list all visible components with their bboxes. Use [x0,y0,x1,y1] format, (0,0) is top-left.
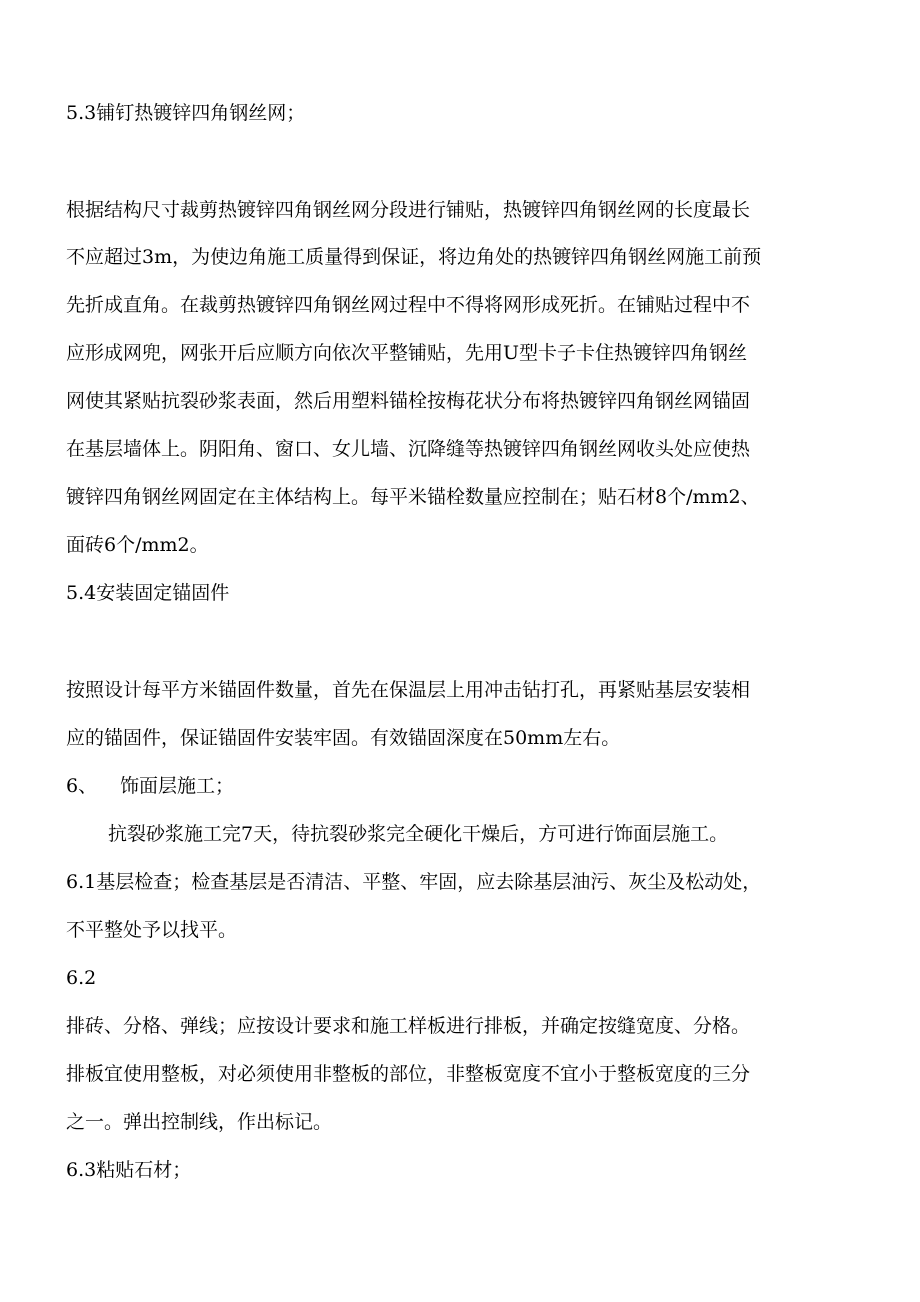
paragraph-line: 面砖6个/mm2。 [66,534,209,556]
paragraph-line: 在基层墙体上。阴阳角、窗口、女儿墙、沉降缝等热镀锌四角钢丝网收头处应使热 [66,438,751,460]
paragraph-line: 之一。弹出控制线，作出标记。 [66,1111,333,1133]
section-heading-5-4: 5.4安装固定锚固件 [66,582,230,604]
section-intro: 抗裂砂浆施工完7天，待抗裂砂浆完全硬化干燥后，方可进行饰面层施工。 [108,823,729,845]
paragraph-line: 不应超过3m，为使边角施工质量得到保证，将边角处的热镀锌四角钢丝网施工前预 [66,246,762,268]
paragraph-line: 应的锚固件，保证锚固件安装牢固。有效锚固深度在50mm左右。 [66,727,621,749]
section-title: 饰面层施工； [120,775,235,797]
section-heading-5-3: 5.3铺钉热镀锌四角钢丝网； [66,102,306,124]
paragraph-line: 排板宜使用整板，对必须使用非整板的部位，非整板宽度不宜小于整板宽度的三分 [66,1063,751,1085]
section-heading-6-3: 6.3粘贴石材； [66,1159,192,1181]
paragraph-line: 按照设计每平方米锚固件数量，首先在保温层上用冲击钻打孔，再紧贴基层安装相 [66,679,751,701]
paragraph-line: 先折成直角。在裁剪热镀锌四角钢丝网过程中不得将网形成死折。在铺贴过程中不 [66,294,751,316]
paragraph-line: 根据结构尺寸裁剪热镀锌四角钢丝网分段进行铺贴，热镀锌四角钢丝网的长度最长 [66,199,751,221]
section-heading-6 [66,774,234,798]
paragraph-line: 排砖、分格、弹线；应按设计要求和施工样板进行排板，并确定按缝宽度、分格。 [66,1015,751,1037]
paragraph-line: 不平整处予以找平。 [66,919,238,941]
paragraph-line: 网使其紧贴抗裂砂浆表面，然后用塑料锚栓按梅花状分布将热镀锌四角钢丝网锚固 [66,390,751,412]
section-heading-6-2: 6.2 [66,967,97,989]
paragraph-line: 6.1基层检查；检查基层是否清洁、平整、牢固，应去除基层油污、灰尘及松动处， [66,871,762,893]
paragraph-line: 镀锌四角钢丝网固定在主体结构上。每平米锚栓数量应控制在；贴石材8个/mm2、 [66,486,760,508]
paragraph-line: 应形成网兜，网张开后应顺方向依次平整铺贴，先用U型卡子卡住热镀锌四角钢丝 [66,342,748,364]
section-number: 6、 [66,775,98,797]
